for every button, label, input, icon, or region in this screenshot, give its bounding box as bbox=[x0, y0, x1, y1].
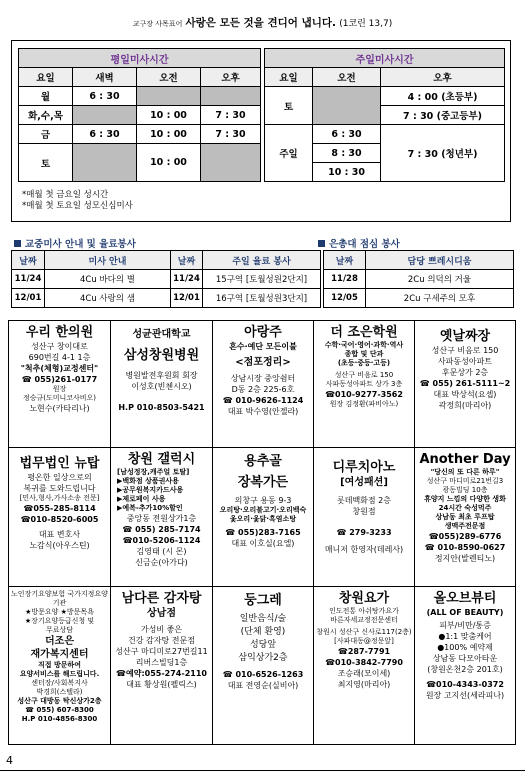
lunch-section-title: 은총대 점심 봉사 bbox=[318, 236, 400, 250]
sun-am-1: 6 : 30 bbox=[313, 125, 381, 144]
page-number: 4 bbox=[6, 754, 13, 767]
footer-divider bbox=[0, 770, 525, 771]
mon-dawn: 6 : 30 bbox=[73, 87, 137, 106]
table-cell: 4Cu 사랑의 샘 bbox=[45, 289, 171, 308]
square-bullet-icon bbox=[14, 240, 21, 247]
note-first-friday: *매월 첫 금요일 성시간 bbox=[22, 190, 109, 200]
col-day: 요일 bbox=[19, 68, 73, 87]
table-cell: 12/05 bbox=[324, 289, 366, 308]
phone-number: ☎055)289-6776 ☎ 010-8590-0627 bbox=[424, 532, 506, 552]
phone-number: ☎ 279-3233 bbox=[336, 528, 392, 537]
table-cell: 16구역 [토월성원3단지] bbox=[203, 289, 321, 308]
phone-number: ☎010-9277-3562 bbox=[325, 390, 403, 399]
offering-header-date2: 날짜 bbox=[171, 251, 203, 270]
ad-woori-clinic: 우리 한의원 성산구 창이대로 690번길 4-1 1층 "척추(체형)교정센터" ☎ 055)261-0177 원장 정승규(도미니코사비오) 노현수(카타리나) bbox=[9, 321, 110, 447]
sun-am-3: 10 : 30 bbox=[313, 163, 381, 182]
table-cell: 4Cu 바다의 별 bbox=[45, 270, 171, 289]
ad-jjajang: 옛날짜장 성산구 비음로 150 사파동성아파트 후문상가 2층 ☎ 055) 261-5111~2 대표 박상석(요셉) 곽정희(마리아) bbox=[415, 321, 515, 447]
table-cell: 12/01 bbox=[171, 289, 203, 308]
ad-joeun-academy: 더 조은학원 수학·국어·영어·과학·역사 종합 및 단과 (초등·중등·고등) 성산구 비음로 150 사파동성아파트 상가 3층 ☎010-9277-3562 원장 김정환(파비아노) bbox=[314, 321, 414, 447]
fri-day: 금 bbox=[19, 125, 73, 144]
motto-reference: (1코린 13,7) bbox=[339, 19, 393, 29]
table-cell: 11/24 bbox=[171, 270, 203, 289]
ad-galaxy: 창원 갤럭시 [남성정장,캐주얼 토탈] ▶백화점 상품권사용 ▶공무원복지카드사용 ▶제로페이 사용 ▶예복-추가10%할인 중앙동 전원상가1층 ☎ 055) 285-7174 ☎010-5206-1124 김영태 (시 몬) 신금순(아가다) bbox=[111, 448, 212, 586]
motto-text: 사랑은 모든 것을 견디어 냅니다. bbox=[185, 17, 336, 29]
ad-arangju: 아랑주 혼수·예단 모든이불 <점포정리> 상남시장 중앙쉼터 D동 2층 225-6호 ☎ 010-9626-1124 대표 박수영(안젤라) bbox=[213, 321, 313, 447]
sun-col-day: 요일 bbox=[265, 68, 313, 87]
phone-number: ☎ 010-9626-1124 bbox=[222, 396, 304, 405]
col-am: 오전 bbox=[137, 68, 201, 87]
table-cell: 11/28 bbox=[324, 270, 366, 289]
phone-number: ☎ 055)283-7165 bbox=[225, 528, 301, 537]
table-cell: 2Cu 의덕의 거울 bbox=[366, 270, 514, 289]
ad-gamjatang: 남다른 감자탕 상남점 가성비 좋은 건강 감자탕 전문점 성산구 마디미로27번길11 리버스빌딩1층 ☎예약:055-274-2110 대표 황상원(펠릭스) bbox=[111, 587, 212, 744]
mass-schedule-box bbox=[11, 40, 511, 222]
square-bullet-icon bbox=[318, 240, 325, 247]
mon-day: 월 bbox=[19, 87, 73, 106]
mass-schedule-table bbox=[18, 48, 505, 182]
table-cell: 15구역 [토월성원2단지] bbox=[203, 270, 321, 289]
fri-dawn: 6 : 30 bbox=[73, 125, 137, 144]
sat-day: 토 bbox=[19, 144, 73, 182]
tuethu-day: 화,수,목 bbox=[19, 106, 73, 125]
phone-number: ☎287-7791 ☎010-3842-7790 bbox=[325, 647, 403, 667]
motto-label: 교구장 사목표어 bbox=[132, 20, 183, 28]
sun-sat-day: 토 bbox=[265, 87, 313, 125]
offering-header-mass: 미사 안내 bbox=[45, 251, 171, 270]
col-pm: 오후 bbox=[201, 68, 261, 87]
offering-section-title: 교중미사 안내 및 율료봉사 bbox=[14, 236, 136, 250]
phone-number: ☎055-285-8114 ☎010-8520-6005 bbox=[20, 504, 99, 524]
lunch-header-team: 담당 쁘레시디움 bbox=[366, 251, 514, 270]
ad-yongchugol: 용추골 장복가든 의창구 용동 9-3 오리탕·오리불고기·오리백숙 옻오리·옻닭·흑염소탕 ☎ 055)283-7165 대표 이호실(요엘) bbox=[213, 448, 313, 586]
phone-number: 성산구 대방동 탁신상가2층 ☎ 055) 607-8300 H.P 010-4856-8300 bbox=[17, 697, 102, 723]
tuethu-am: 10 : 00 bbox=[137, 106, 201, 125]
sun-col-pm: 오후 bbox=[381, 68, 505, 87]
phone-number: H.P 010-8503-5421 bbox=[118, 403, 205, 412]
sun-col-am: 오전 bbox=[313, 68, 381, 87]
ad-dunggre: 둥그레 일반음식/술 (단체 환영) 성당앞 삼익상가2층 ☎ 010-6526-1263 대표 전영순(실비아) bbox=[213, 587, 313, 744]
note-first-saturday: *매월 첫 토요일 성모신심미사 bbox=[22, 201, 133, 211]
sunday-mass-title: 주일미사시간 bbox=[265, 49, 505, 68]
sat-pm-2: 7 : 30 (중고등부) bbox=[381, 106, 505, 125]
mass-notes bbox=[22, 190, 133, 212]
ads-grid bbox=[8, 320, 516, 745]
ad-changwon-yoga: 창원요가 인도전통 아쉬탕가요가 바른자세교정전문센터 창원시 성산구 신사로117(2층) [사파대동@정문앞] ☎287-7791 ☎010-3842-7790 조승래(모이세) 최지영(마리아) bbox=[314, 587, 414, 744]
sun-am-2: 8 : 30 bbox=[313, 144, 381, 163]
sat-am: 10 : 00 bbox=[137, 144, 201, 182]
phone-number: ☎ 055) 261-5111~2 bbox=[419, 379, 511, 388]
ad-joeun-care: 노인장기요양보험 국가지정요양기관 ★방문요양 ★방문목욕 ★장기요양등급신청 및 무료상담 더조은 재가복지센터 직접 방문하여 요양서비스를 해드립니다. 센터장/사회복지사 박경희(스텔라) 성산구 대방동 탁신상가2층 ☎ 055) 607-8300 H.P 010-4856-8300 bbox=[9, 587, 110, 744]
phone-number: ☎ 010-6526-1263 bbox=[222, 670, 304, 679]
phone-number: ☎010-4343-0372 bbox=[426, 680, 504, 689]
fri-pm: 7 : 30 bbox=[201, 125, 261, 144]
weekday-mass-title: 평일미사시간 bbox=[19, 49, 261, 68]
tuethu-pm: 7 : 30 bbox=[201, 106, 261, 125]
lunch-header-date: 날짜 bbox=[324, 251, 366, 270]
fri-am: 10 : 00 bbox=[137, 125, 201, 144]
ad-diluciano: 디루치아노 [여성패션] 롯데백화점 2층 창원점 ☎ 279-3233 매니저 한영자(데레사) bbox=[314, 448, 414, 586]
lunch-service-table bbox=[323, 250, 514, 308]
phone-number: ☎ 055)261-0177 bbox=[21, 375, 98, 384]
col-dawn: 새벽 bbox=[73, 68, 137, 87]
offering-header-date: 날짜 bbox=[12, 251, 45, 270]
table-cell: 2Cu 구세주의 모후 bbox=[366, 289, 514, 308]
ad-another-day: Another Day "당신의 또 다른 하루" 성산구 마디미로21번길3 광동빌딩 10층 휴양지 느낌의 다양한 생화 24시간 숙성먹주 상남동 최초 루프탑 생맥주전문점 ☎055)289-6776 ☎ 010-8590-0627 정지안(발렌티노) bbox=[415, 448, 515, 586]
diocese-motto bbox=[0, 15, 525, 30]
table-cell: 11/24 bbox=[12, 270, 45, 289]
ad-all-of-beauty: 올오브뷰티 (ALL OF BEAUTY) 피부/비만/통증 ●1:1 맞춤케어 ●100% 예약제 상남동 다모아타운 (창원온천2층 201호) ☎010-4343-0372 원장 고지선(세라피나) bbox=[415, 587, 515, 744]
offering-header-service: 주일 율료 봉사 bbox=[203, 251, 321, 270]
sunday-day: 주일 bbox=[265, 125, 313, 182]
phone-number: ☎예약:055-274-2110 bbox=[116, 669, 207, 678]
table-cell: 12/01 bbox=[12, 289, 45, 308]
sun-pm: 7 : 30 (청년부) bbox=[381, 125, 505, 182]
sat-pm-1: 4 : 00 (초등부) bbox=[381, 87, 505, 106]
offering-table bbox=[11, 250, 321, 308]
ad-samsung-hospital: 성균관대학교 삼성창원병원 병원발전후원회 회장 이성호(빈첸시오) H.P 010-8503-5421 bbox=[111, 321, 212, 447]
phone-number: ☎ 055) 285-7174 ☎010-5206-1124 bbox=[122, 525, 201, 545]
ad-newtop-law: 법무법인 뉴탑 평온한 일상으로의 복귀를 도와드립니다 [민사,형사,가사소송 전문] ☎055-285-8114 ☎010-8520-6005 대표 변호사 노감식(아우스틴) bbox=[9, 448, 110, 586]
